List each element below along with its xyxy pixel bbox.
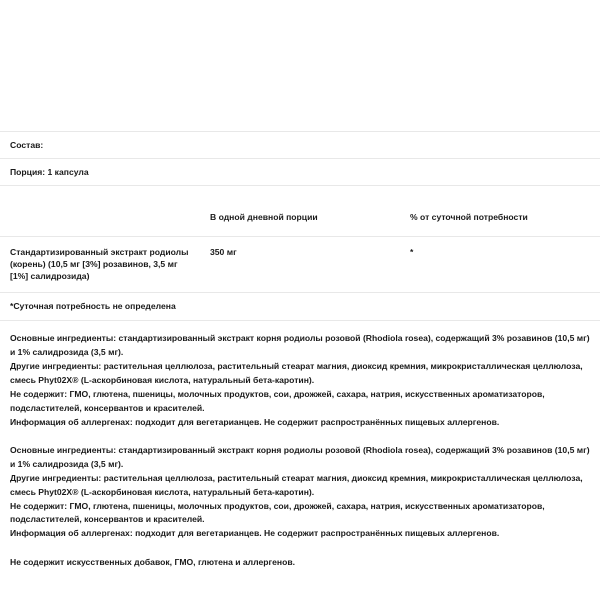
table-row-column-headers	[0, 200, 600, 236]
daily-value-footnote: *Суточная потребность не определена	[10, 301, 176, 312]
main-ingredients-text-2: Основные ингредиенты: стандартизированный экстракт корня родиолы розовой (Rhodiola rosea), содержащий 3% розавинов (10,5 мг) и 1% салидрозида (3,5 мг).	[10, 444, 590, 469]
gap-cell	[0, 186, 600, 201]
allergen-info-text-1: Информация об аллергенах: подходит для вегетарианцев. Не содержит распространённых пищевых аллергенов.	[10, 416, 500, 427]
column-header-amount: В одной дневной порции	[200, 200, 400, 236]
closing-statement-block	[0, 556, 600, 570]
free-from-text-1: Не содержит: ГМО, глютена, пшеницы, молочных продуктов, сои, дрожжей, сахара, натрия, искусственных ароматизаторов, подсластителей, консервантов и красителей.	[10, 389, 545, 414]
other-ingredients-text-1: Другие ингредиенты: растительная целлюлоза, растительный стеарат магния, диоксид кремния, микрокристаллическая целлюлоза, смесь Phyt02X® (L-аскорбиновая кислота, натуральный бета-каротин).	[10, 361, 583, 386]
ingredient-name: Стандартизированный экстракт родиолы (корень) (10,5 мг [3%] розавинов, 3,5 мг [1%] салидрозида)	[0, 236, 200, 293]
free-from-text-2: Не содержит: ГМО, глютена, пшеницы, молочных продуктов, сои, дрожжей, сахара, натрия, искусственных ароматизаторов, подсластителей, консервантов и красителей.	[10, 500, 545, 525]
closing-statement: Не содержит искусственных добавок, ГМО, глютена и аллергенов.	[10, 557, 295, 568]
table-row	[0, 236, 600, 293]
description-block-2	[0, 444, 600, 541]
block-separator-1	[0, 430, 600, 444]
allergen-info-text-2: Информация об аллергенах: подходит для вегетарианцев. Не содержит распространённых пищевых аллергенов.	[10, 528, 500, 539]
block-separator-2	[0, 541, 600, 556]
serving-size: Порция: 1 капсула	[0, 159, 600, 186]
table-row-gap	[0, 186, 600, 201]
table-row-footnote	[0, 293, 600, 321]
other-ingredients-text-2: Другие ингредиенты: растительная целлюлоза, растительный стеарат магния, диоксид кремния, микрокристаллическая целлюлоза, смесь Phyt02X® (L-аскорбиновая кислота, натуральный бета-каротин).	[10, 472, 583, 497]
supplement-facts-table	[0, 131, 600, 321]
top-whitespace	[0, 0, 600, 131]
table-row-title	[0, 132, 600, 159]
table-row-serving	[0, 159, 600, 186]
panel-title: Состав:	[0, 132, 600, 159]
column-header-daily-value: % от суточной потребности	[400, 200, 600, 236]
description-block-1	[0, 332, 600, 429]
ingredient-amount: 350 мг	[200, 236, 400, 293]
column-header-name	[0, 200, 200, 236]
ingredient-daily-value: *	[400, 236, 600, 293]
main-ingredients-text-1: Основные ингредиенты: стандартизированный экстракт корня родиолы розовой (Rhodiola rosea), содержащий 3% розавинов (10,5 мг) и 1% салидрозида (3,5 мг).	[10, 333, 590, 358]
